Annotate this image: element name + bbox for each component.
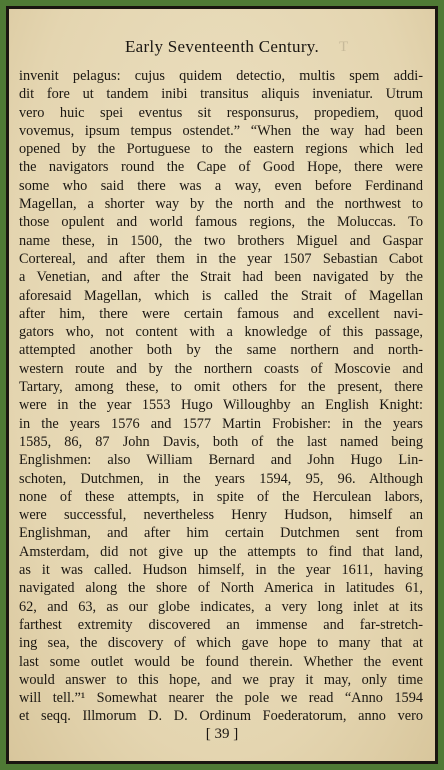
text-line: attempted another both by the same northern and north- (19, 342, 423, 359)
scan-frame (6, 6, 438, 764)
text-line: et seqq. Illmorum D. D. Ordinum Foederatorum, anno vero (19, 708, 423, 725)
text-line: some who said there was a way, even before Ferdinand (19, 177, 423, 194)
running-head: Early Seventeenth Century. (124, 37, 320, 56)
text-line: none of these attempts, in spite of the Herculean labors, (19, 488, 423, 505)
text-line: Tartary, among these, to omit others for the present, there (19, 379, 423, 396)
text-line: Amsterdam, did not give up the attempts to find that land, (19, 543, 423, 560)
text-line: name these, in 1500, the two brothers Miguel and Gaspar (19, 232, 423, 249)
text-line: ing sea, the discovery of which gave hope to many that at (19, 635, 423, 652)
page-number: [ 39 ] (205, 726, 239, 742)
text-line: invenit pelagus: cujus quidem detectio, multis spem addi- (19, 68, 423, 84)
text-line: Cortereal, and after them in the year 1507 Sebastian Cabot (19, 250, 423, 267)
book-page (9, 9, 435, 761)
text-line: aforesaid Magellan, which is called the Strait of Magellan (19, 287, 423, 304)
text-line: Englishman, and after him certain Dutchmen sent from (19, 525, 423, 542)
text-line: those opulent and world famous regions, the Moluccas. To (19, 214, 423, 231)
text-line: a Venetian, and after the Strait had been navigated by the (19, 269, 423, 286)
text-line: opened by the Portuguese to the eastern regions which led (19, 141, 423, 158)
text-line: 62, and 63, as our globe indicates, a very long inlet at its (19, 598, 423, 615)
text-line: 1585, 86, 87 John Davis, both of the last named being (19, 433, 423, 450)
text-line: were successful, nevertheless Henry Hudson, himself an (19, 507, 423, 524)
text-line: schoten, Dutchmen, in the years 1594, 95, 96. Although (19, 470, 423, 487)
text-line: the navigators round the Cape of Good Hope, there were (19, 159, 423, 176)
text-line: will tell.”¹ Somewhat nearer the pole we read “Anno 1594 (19, 690, 423, 707)
text-line: as it was called. Hudson himself, in the year 1611, having (19, 562, 423, 579)
show-through-text: T (339, 39, 349, 55)
text-line: Magellan, a shorter way by the north and the northwest to (19, 196, 423, 213)
text-line: farthest extremity discovered an immense and far-stretch- (19, 616, 423, 633)
text-line: western route and by the northern coasts of Moscovie and (19, 360, 423, 377)
text-line: vovemus, ipsum tempus ostendet.” “When the way had been (19, 122, 423, 139)
text-line: vero huic spei eventus sit responsurus, propediem, quod (19, 104, 423, 121)
text-line: dit fore ut tandem inibi transitus aliquis inveniatur. Utrum (19, 86, 423, 103)
text-line: navigated along the shore of North America in latitudes 61, (19, 580, 423, 597)
text-line: Englishmen: also William Bernard and John Hugo Lin- (19, 452, 423, 469)
text-line: in the years 1576 and 1577 Martin Frobisher: in the years (19, 415, 423, 432)
text-line: after him, there were certain famous and excellent navi- (19, 305, 423, 322)
text-line: were in the year 1553 Hugo Willoughby an English Knight: (19, 397, 423, 414)
body-text (19, 67, 423, 726)
text-line: last some outlet would be found therein. Whether the event (19, 653, 423, 670)
text-line: would answer to this hope, and we pray it may, only time (19, 671, 423, 688)
text-line: gators who, not content with a knowledge of this passage, (19, 324, 423, 341)
